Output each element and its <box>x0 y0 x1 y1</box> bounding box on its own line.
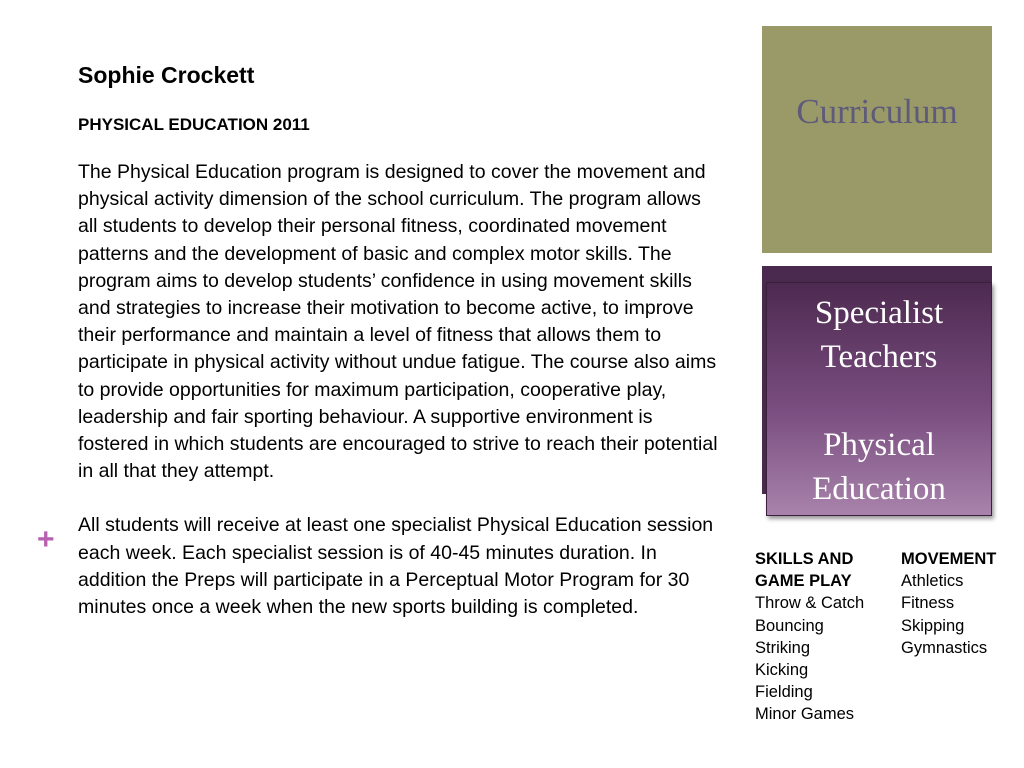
spacer <box>767 379 991 423</box>
skills-item: Throw & Catch <box>755 594 865 613</box>
specialist-line-4: Education <box>812 471 946 507</box>
skills-item: Kicking <box>755 661 809 680</box>
movement-item: Athletics <box>901 572 964 591</box>
skills-item: Fielding <box>755 683 813 702</box>
specialist-line-3: Physical <box>823 427 935 463</box>
skills-item: Bouncing <box>755 616 824 635</box>
skills-header-2: GAME PLAY <box>755 572 852 591</box>
author-name: Sophie Crockett <box>78 62 255 88</box>
movement-item: Gymnastics <box>901 638 988 657</box>
skills-column <box>755 548 895 726</box>
curriculum-box <box>762 26 992 253</box>
paragraph-1: The Physical Education program is designed to cover the movement and physical activity dimension of the school curriculum. The program allows all students to develop their personal fitness, coordinated movement patterns and the development of basic and complex motor skills. The program aims to develop students’ confidence in using movement skills and strategies to increase their motivation to become active, to improve their performance and maintain a level of fitness that allows them to participate in physical activity without undue fatigue. The course also aims to provide opportunities for maximum participation, cooperative play, leadership and fair sporting behaviour. A supportive environment is fostered in which students are encouraged to strive to reach their potential in all that they attempt. <box>78 161 718 483</box>
skills-header-1: SKILLS AND <box>755 550 854 568</box>
plus-icon: + <box>37 523 55 556</box>
skills-item: Striking <box>755 638 811 657</box>
movement-item: Skipping <box>901 616 965 635</box>
paragraph-2: All students will receive at least one specialist Physical Education session each week. Each specialist session is of 40-45 minutes duration. In addition the Preps will participate in a Perceptual Motor Program for 30 minutes once a week when the new sports building is completed. <box>78 514 714 619</box>
main-text <box>78 58 718 648</box>
specialist-box <box>766 282 992 516</box>
movement-column <box>901 548 1021 659</box>
skills-item: Minor Games <box>755 705 855 724</box>
subtitle: PHYSICAL EDUCATION 2011 <box>78 115 310 134</box>
specialist-line-1: Specialist <box>814 295 944 331</box>
specialist-line-2: Teachers <box>820 339 938 375</box>
movement-item: Fitness <box>901 594 955 613</box>
curriculum-label: Curriculum <box>796 92 958 131</box>
movement-header: MOVEMENT <box>901 550 997 568</box>
